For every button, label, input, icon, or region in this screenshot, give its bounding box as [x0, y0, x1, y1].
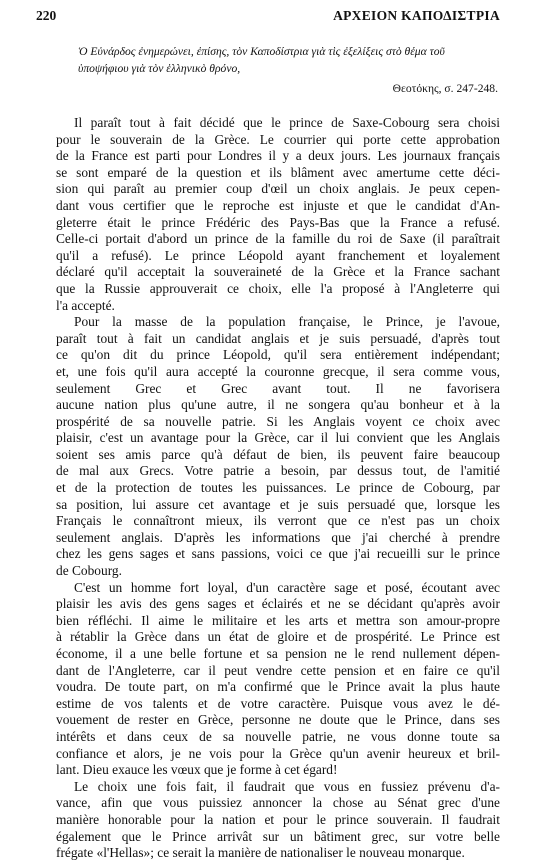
- body-line: sa position, lui assure cet avantage et je suis persuadé que, lorsque les: [56, 496, 500, 512]
- page-header: [36, 8, 500, 26]
- body-line: à rétablir la Grèce dans un état de gloire et de prospérité. Le Prince est: [56, 629, 500, 645]
- running-title: ΑΡΧΕΙΟΝ ΚΑΠΟΔΙΣΤΡΙΑ: [333, 8, 500, 23]
- body-line: Celle-ci portait d'abord un prince de la famille du roi de Saxe (il paraîtrait: [56, 231, 500, 247]
- body-line: manière honorable pour la nation et pour le prince souverain. Il faudrait: [56, 811, 500, 827]
- body-line: et, une fois qu'il aura accepté la couronne grecque, il sera comme vous,: [56, 363, 500, 379]
- letter-body: [56, 115, 500, 862]
- body-line: soient ses amis parce qu'à défaut de bien, ils peuvent faire beaucoup: [56, 446, 500, 462]
- body-line: prospérité de sa nouvelle patrie. Si les Anglais voyent ce choix avec: [56, 413, 500, 429]
- body-line: de la France est parti pour Londres il y a deux jours. Les journaux français: [56, 148, 500, 164]
- body-line: de Cobourg.: [56, 563, 122, 579]
- body-line: vance, afin que vous puissiez annoncer la chose au Sénat grec d'une: [56, 795, 500, 811]
- body-line: C'est un homme fort loyal, d'un caractère sage et posé, écoutant avec: [74, 579, 500, 595]
- body-line: estime de vos talents et de votre caractère. Puisque vous avez le dé-: [56, 695, 500, 711]
- body-line: déclaré qu'il acceptait la souveraineté de la Grèce et la France sachant: [56, 264, 500, 280]
- page-number: 220: [36, 8, 57, 23]
- body-line: vouement de rester en Grèce, personne ne doute que le Prince, dans ses: [56, 712, 500, 728]
- body-line: bien réfléchi. Il aime le militaire et les arts et mettra son amour-propre: [56, 612, 500, 628]
- body-line: également que le Prince arrivât sur un bâtiment grec, sur votre belle: [56, 828, 500, 844]
- body-line: confiance et alors, je ne vois pour la Grèce qu'un avenir heureux et bril-: [56, 745, 500, 761]
- body-line: plaisir les avis des gens sages et éclairés et ne se décidant qu'après avoir: [56, 596, 500, 612]
- body-line: seulement Grec et Grec avant tout. Il ne favorisera: [56, 380, 500, 396]
- body-line: voudra. De toute part, on m'a confirmé que le Prince avait la plus haute: [56, 679, 500, 695]
- greek-summary-note: [78, 44, 498, 98]
- body-paragraph: [56, 115, 500, 314]
- body-line: économe, il a une belle fortune et sa pension ne le rend nullement dépen-: [56, 646, 500, 661]
- body-line: qu'il a refusé). Le prince Léopold ayant franchement et loyalement: [56, 247, 500, 263]
- body-line: seulement anglais. D'après les informations que j'ai cherché à prendre: [56, 529, 500, 545]
- body-line: se sont emparé de la question et ils blâment avec amertume cette déci-: [56, 164, 500, 180]
- body-line: sion qui paraît au premier coup d'œil un choix anglais. Je peux cepen-: [56, 181, 500, 197]
- body-line: Il paraît tout à fait décidé que le prince de Saxe-Cobourg sera choisi: [74, 115, 500, 130]
- body-line: et de la protection de toutes les puissances. Le prince de Cobourg, par: [56, 480, 500, 496]
- body-line: intérêts et dans ceux de sa nouvelle patrie, ne vous donne toute sa: [56, 728, 500, 744]
- body-line: de mal aux Grecs. Votre patrie a besoin, par dessus tout, de l'amitié: [56, 463, 500, 479]
- greek-note-source: Θεοτόκης, σ. 247-248.: [392, 82, 498, 95]
- body-line: que la Russie approuverait ce choix, elle l'a proposé à l'Angleterre qui: [56, 280, 500, 296]
- body-line: Français le connaîtront mieux, ils verront que ce n'est pas un choix: [56, 513, 500, 529]
- body-line: dant vous certifier que le reproche est injuste et que le candidat d'An-: [56, 197, 500, 213]
- body-paragraph: [56, 779, 500, 862]
- body-line: Pour la masse de la population française, le Prince, je l'avoue,: [74, 314, 500, 330]
- body-line: frégate «l'Hellas»; ce serait la manière de nationaliser le nouveau monarque.: [56, 845, 465, 861]
- body-line: chez les gens sages et sans passions, voici ce que j'ai recueilli sur le prince: [56, 546, 500, 562]
- body-line: gleterre était le prince Frédéric des Pays-Bas que la France a refusé.: [56, 214, 500, 230]
- body-line: ce qu'on dit du prince Léopold, qu'il sera entièrement indépendant;: [56, 347, 500, 363]
- body-line: lant. Dieu exauce les vœux que je forme à cet égard!: [56, 762, 338, 778]
- body-paragraph: [56, 580, 500, 779]
- body-line: dant de l'Angleterre, car il peut vendre cette pension et en faire ce qu'il: [56, 662, 500, 678]
- greek-note-line: ὑποψήφιου γιὰ τὸν ἑλληνικὸ θρόνο,: [78, 61, 241, 75]
- body-line: Le choix une fois fait, il faudrait que vous en fussiez prévenu d'a-: [74, 778, 500, 794]
- body-line: paraît tout à fait un candidat anglais et je suis persuadé, d'après tout: [56, 330, 500, 346]
- body-line: plaisir, c'est un avantage pour la Grèce, car il lui convient que les Anglais: [56, 430, 500, 446]
- body-line: pour le souverain de la Grèce. Le courrier qui porte cette approbation: [56, 131, 500, 147]
- greek-note-line: Ὁ Εὐνάρδος ἐνημερώνει, ἐπίσης, τὸν Καποδίστρια γιὰ τὶς ἐξελίξεις στὸ θέμα τοῦ: [78, 45, 445, 58]
- body-paragraph: [56, 314, 500, 580]
- body-line: l'a accepté.: [56, 297, 115, 313]
- body-line: aucune nation plus qu'une autre, il ne songera qu'au bonheur et à la: [56, 397, 500, 413]
